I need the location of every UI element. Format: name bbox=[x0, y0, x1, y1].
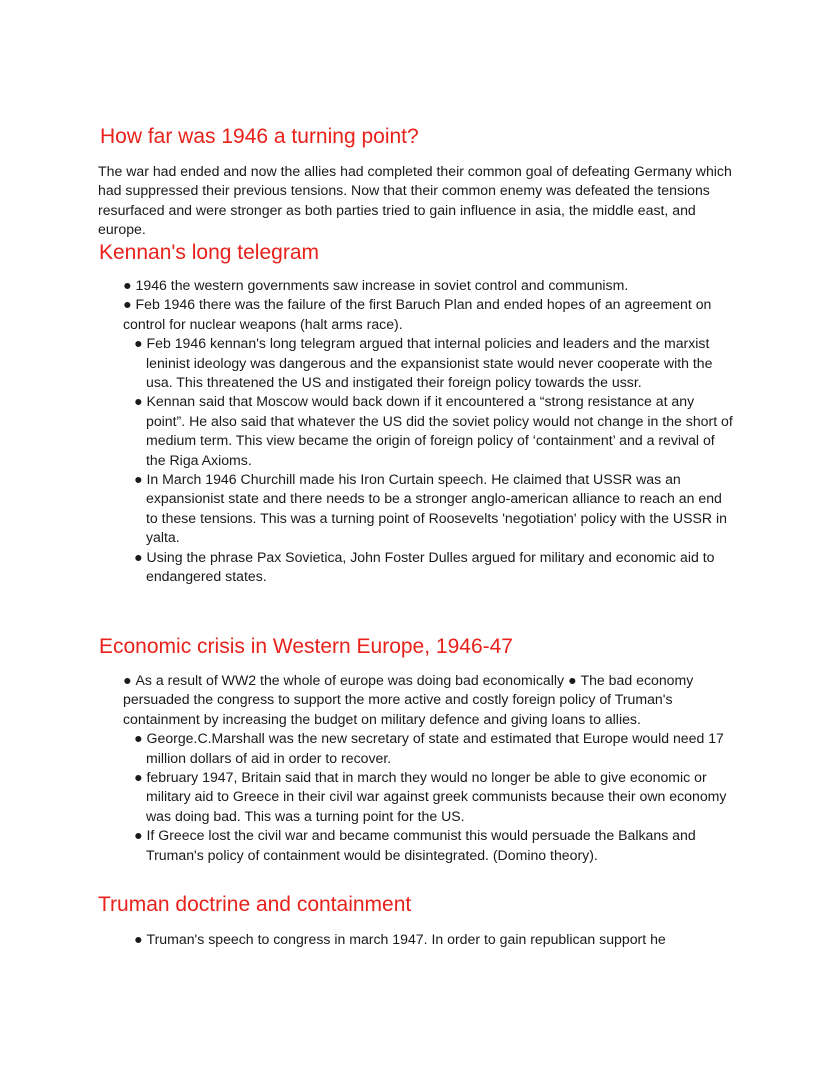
intro-paragraph: The war had ended and now the allies had completed their common goal of defeating Germany which had suppressed their previous tensions. Now that their common enemy was defeated the tensions resurfaced and were stronger as both parties tried to gain influence in asia, the middle east, and europe. bbox=[98, 163, 732, 237]
section-heading-truman-doctrine: Truman doctrine and containment bbox=[98, 893, 412, 916]
bullet-icon: ● bbox=[134, 931, 143, 947]
bullet-icon: ● bbox=[134, 730, 143, 747]
section-heading-turning-point: How far was 1946 a turning point? bbox=[100, 125, 419, 148]
section-heading-kennan: Kennan's long telegram bbox=[99, 241, 319, 264]
list-item-text: Kennan said that Moscow would back down if it encountered a “strong resistance at any point”. He also said that whatever the US did the soviet policy would not change in the short of medium term. This view became the origin of foreign policy of ‘containment’ and a revival of the Riga Axioms. bbox=[146, 393, 733, 468]
bullet-icon: ● bbox=[134, 827, 143, 844]
list-item bbox=[123, 392, 735, 470]
list-item-text: february 1947, Britain said that in march they would no longer be able to give economic or military aid to Greece in their civil war against greek communists because their own economy was doing bad. This was a turning point for the US. bbox=[146, 769, 727, 824]
list-item-text: In March 1946 Churchill made his Iron Curtain speech. He claimed that USSR was an expansionist state and there needs to be a stronger anglo-american alliance to reach an end to these tensions. This was a turning point of Roosevelts 'negotiation' policy with the USSR in yalta. bbox=[146, 471, 727, 546]
truman-bullet-list bbox=[123, 930, 735, 949]
list-item-text: Truman's speech to congress in march 1947. In order to gain republican support he bbox=[146, 931, 666, 947]
bullet-icon: ● bbox=[134, 548, 143, 565]
list-item-text: If Greece lost the civil war and became communist this would persuade the Balkans and Truman's policy of containment would be disintegrated. (Domino theory). bbox=[146, 827, 696, 863]
bullet-icon: ● bbox=[123, 672, 132, 688]
bullet-icon: ● bbox=[123, 277, 132, 293]
bullet-icon: ● bbox=[134, 769, 143, 786]
bullet-icon: ● bbox=[134, 471, 143, 488]
list-item bbox=[123, 768, 735, 826]
list-item bbox=[123, 470, 735, 548]
list-item-text: Using the phrase Pax Sovietica, John Foster Dulles argued for military and economic aid to endangered states. bbox=[146, 548, 715, 585]
economic-bullet-list bbox=[123, 671, 735, 865]
list-item-text: Feb 1946 there was the failure of the first Baruch Plan and ended hopes of an agreement on control for nuclear weapons (halt arms race). bbox=[123, 296, 712, 332]
section-heading-economic-crisis: Economic crisis in Western Europe, 1946-47 bbox=[99, 635, 513, 658]
bullet-icon: ● bbox=[123, 296, 132, 313]
list-item bbox=[123, 295, 735, 334]
list-item bbox=[123, 334, 735, 392]
list-item bbox=[123, 826, 735, 865]
list-item-text: Feb 1946 kennan's long telegram argued that internal policies and leaders and the marxist leninist ideology was dangerous and the expansionist state would never cooperate with the usa. This threatened the US and instigated their foreign policy towards the ussr. bbox=[146, 335, 713, 391]
list-item bbox=[123, 276, 735, 295]
bullet-icon: ● bbox=[134, 393, 143, 410]
list-item-text: The bad economy persuaded the congress to support the more active and costly foreign policy of Truman's containment by increasing the budget on military defence and giving loans to allies. bbox=[123, 672, 694, 727]
kennan-bullet-list bbox=[123, 276, 735, 587]
list-item-text: George.C.Marshall was the new secretary of state and estimated that Europe would need 17 million dollars of aid in order to recover. bbox=[146, 730, 724, 766]
list-item bbox=[123, 548, 735, 587]
list-item bbox=[123, 729, 735, 768]
list-item bbox=[123, 671, 735, 729]
list-item bbox=[123, 930, 735, 949]
list-item-text: As a result of WW2 the whole of europe was doing bad economically bbox=[135, 672, 565, 688]
bullet-icon: ● bbox=[567, 672, 577, 688]
bullet-icon: ● bbox=[134, 335, 143, 352]
list-item-text: 1946 the western governments saw increase in soviet control and communism. bbox=[135, 277, 629, 293]
